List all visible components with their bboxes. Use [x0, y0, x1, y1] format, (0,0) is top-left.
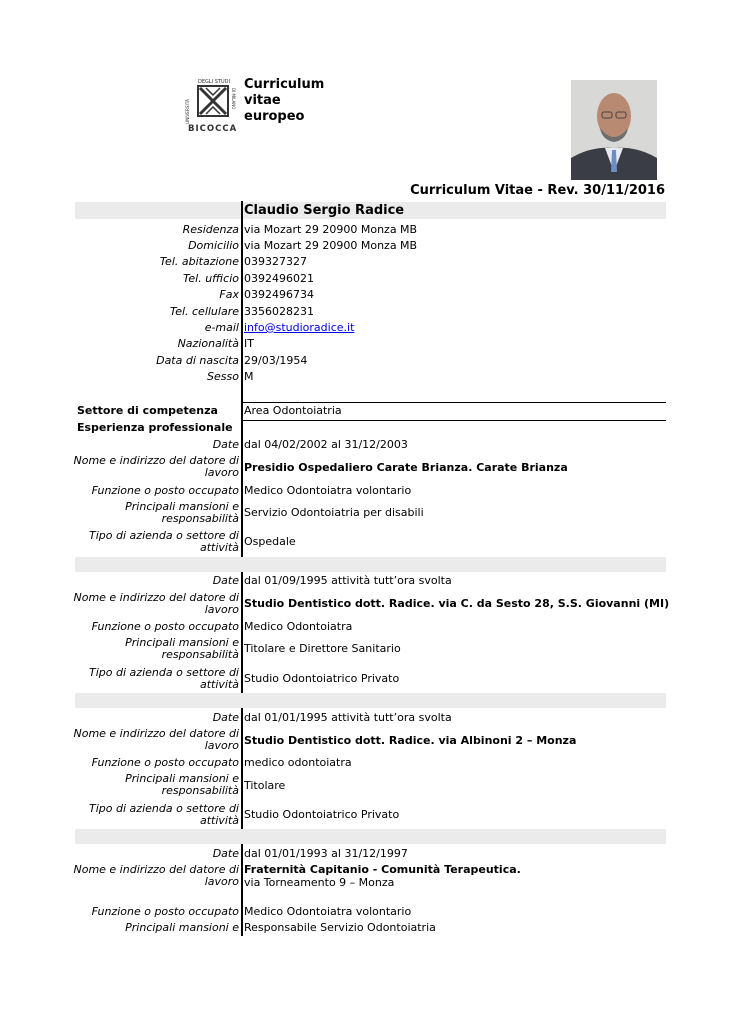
university-logo — [186, 76, 238, 132]
field-label-tel-abitazione: Tel. abitazione — [159, 255, 239, 268]
person-name: Claudio Sergio Radice — [244, 203, 405, 218]
label-employer: Nome e indirizzo del datore di lavoro — [73, 863, 239, 888]
entry-role: medico odontoiatra — [244, 756, 352, 769]
cv-title-line-3: europeo — [244, 109, 305, 124]
field-label-tel-ufficio: Tel. ufficio — [183, 272, 239, 285]
revision-title: Curriculum Vitae - Rev. 30/11/2016 — [410, 183, 665, 198]
label-duties: Principali mansioni e responsabilità — [125, 772, 239, 797]
entry-type: Studio Odontoiatrico Privato — [244, 808, 400, 821]
field-value-tel-abitazione: 039327327 — [244, 255, 307, 268]
entry-employer: Fraternità Capitanio - Comunità Terapeutica. — [244, 863, 521, 876]
field-value-domicilio: via Mozart 29 20900 Monza MB — [244, 239, 418, 252]
field-value-sesso: M — [244, 370, 254, 383]
field-label-tel-cellulare: Tel. cellulare — [169, 305, 239, 318]
label-role: Funzione o posto occupato — [91, 620, 239, 633]
field-label-domicilio: Domicilio — [188, 239, 239, 252]
label-duties: Principali mansioni e responsabilità — [125, 500, 239, 525]
entry-date: dal 04/02/2002 al 31/12/2003 — [244, 438, 408, 451]
entry-role: Medico Odontoiatra — [244, 620, 353, 633]
entry-employer: Studio Dentistico dott. Radice. via C. da Sesto 28, S.S. Giovanni (MI) — [244, 597, 670, 610]
entry-type: Ospedale — [244, 535, 296, 548]
label-role: Funzione o posto occupato — [91, 905, 239, 918]
label-duties: Principali mansioni e responsabilità — [125, 636, 239, 661]
entry-separator — [75, 557, 666, 572]
field-value-nazionalita: IT — [244, 337, 254, 350]
field-value-tel-ufficio: 0392496021 — [244, 272, 314, 285]
field-label-nazionalita: Nazionalità — [177, 337, 239, 350]
entry-date: dal 01/01/1993 al 31/12/1997 — [244, 847, 408, 860]
entry-role: Medico Odontoiatra volontario — [244, 484, 412, 497]
experience-heading: Esperienza professionale — [77, 421, 233, 434]
cv-title-line-1: Curriculum — [244, 77, 325, 92]
field-value-tel-cellulare: 3356028231 — [244, 305, 314, 318]
profile-photo — [571, 80, 657, 180]
entry-duties: Titolare — [244, 779, 286, 792]
field-label-email: e-mail — [204, 321, 239, 334]
entry-employer: Presidio Ospedaliero Carate Brianza. Carate Brianza — [244, 461, 568, 474]
field-value-residenza: via Mozart 29 20900 Monza MB — [244, 223, 418, 236]
cv-title — [244, 77, 324, 125]
field-value-fax: 0392496734 — [244, 288, 314, 301]
entry-employer: Studio Dentistico dott. Radice. via Albinoni 2 – Monza — [244, 734, 577, 747]
label-date: Date — [212, 438, 239, 451]
entry-separator — [75, 829, 666, 844]
sector-value: Area Odontoiatria — [244, 404, 342, 417]
divider-line — [241, 402, 666, 403]
label-duties: Principali mansioni e — [125, 921, 239, 934]
entry-duties: Servizio Odontoiatria per disabili — [244, 506, 424, 519]
svg-text:DI MILANO: DI MILANO — [231, 88, 236, 110]
label-date: Date — [212, 847, 239, 860]
svg-text:BICOCCA: BICOCCA — [188, 124, 238, 134]
label-employer: Nome e indirizzo del datore di lavoro — [73, 591, 239, 616]
label-employer: Nome e indirizzo del datore di lavoro — [73, 454, 239, 479]
label-date: Date — [212, 711, 239, 724]
entry-separator — [75, 693, 666, 708]
label-role: Funzione o posto occupato — [91, 756, 239, 769]
label-type: Tipo di azienda o settore di attività — [89, 529, 239, 554]
entry-duties: Responsabile Servizio Odontoiatria — [244, 921, 436, 934]
entry-date: dal 01/01/1995 attività tutt’ora svolta — [244, 711, 452, 724]
sector-heading: Settore di competenza — [77, 404, 218, 417]
field-label-residenza: Residenza — [182, 223, 239, 236]
field-label-fax: Fax — [219, 288, 239, 301]
label-employer: Nome e indirizzo del datore di lavoro — [73, 727, 239, 752]
svg-text:UNIVERSITÀ: UNIVERSITÀ — [185, 99, 190, 124]
entry-date: dal 01/09/1995 attività tutt’ora svolta — [244, 574, 452, 587]
entry-duties: Titolare e Direttore Sanitario — [244, 642, 401, 655]
label-date: Date — [212, 574, 239, 587]
divider-line — [241, 420, 666, 421]
field-label-sesso: Sesso — [207, 370, 239, 383]
entry-role: Medico Odontoiatra volontario — [244, 905, 412, 918]
field-value-data-nascita: 29/03/1954 — [244, 354, 308, 367]
label-type: Tipo di azienda o settore di attività — [89, 802, 239, 827]
field-label-data-nascita: Data di nascita — [156, 354, 239, 367]
svg-text:DEGLI STUDI: DEGLI STUDI — [198, 79, 230, 85]
entry-employer-address: via Torneamento 9 – Monza — [244, 876, 395, 889]
label-role: Funzione o posto occupato — [91, 484, 239, 497]
entry-type: Studio Odontoiatrico Privato — [244, 672, 400, 685]
cv-title-line-2: vitae — [244, 93, 281, 108]
email-link[interactable]: info@studioradice.it — [244, 321, 355, 334]
label-type: Tipo di azienda o settore di attività — [89, 666, 239, 691]
